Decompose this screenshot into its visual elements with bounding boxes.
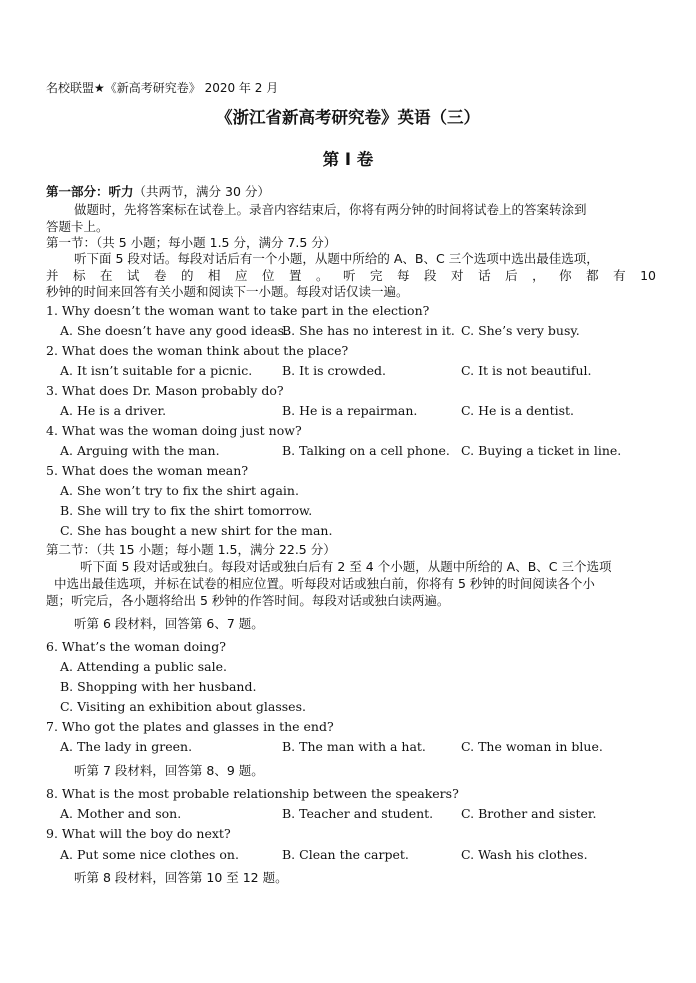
q5-option-c: C. She has bought a new shirt for the man.	[60, 523, 333, 538]
section2-instructions-3: 题；听完后，各小题将给出 5 秒钟的作答时间。每段对话或独白读两遍。	[46, 593, 450, 608]
q8-option-a: A. Mother and son.	[60, 806, 182, 821]
section1-instructions-1: 听下面 5 段对话。每段对话后有一个小题，从题中所给的 A、B、C 三个选项中选出最佳选项，	[74, 251, 599, 266]
q1-option-b: B. She has no interest in it.	[282, 323, 455, 338]
q6-option-a: A. Attending a public sale.	[60, 659, 227, 674]
question-5: 5. What does the woman mean?	[46, 463, 249, 478]
part1-heading-rest: （共两节，满分 30 分）	[133, 184, 270, 199]
material-8-note: 听第 8 段材料，回答第 10 至 12 题。	[74, 870, 288, 885]
q2-option-b: B. It is crowded.	[282, 363, 387, 378]
question-4: 4. What was the woman doing just now?	[46, 423, 302, 438]
section2-instructions-2: 中选出最佳选项，并标在试卷的相应位置。听每段对话或独白前，你将有 5 秒钟的时间阅读各个小	[54, 576, 595, 591]
q9-option-a: A. Put some nice clothes on.	[60, 847, 239, 862]
q9-option-b: B. Clean the carpet.	[282, 847, 409, 862]
header-line: 名校联盟★《新高考研究卷》 2020 年 2 月	[46, 81, 279, 95]
q1-option-c: C. She’s very busy.	[461, 323, 580, 338]
question-2: 2. What does the woman think about the place?	[46, 343, 349, 358]
q8-option-c: C. Brother and sister.	[461, 806, 597, 821]
section1-instructions-2: 并 标 在 试 卷 的 相 应 位 置 。 听 完 每 段 对 话 后 ， 你 都 有 10	[46, 268, 656, 283]
material-6-note: 听第 6 段材料，回答第 6、7 题。	[74, 616, 264, 631]
q1-option-a: A. She doesn’t have any good ideas.	[60, 323, 289, 338]
q7-option-b: B. The man with a hat.	[282, 739, 426, 754]
question-9: 9. What will the boy do next?	[46, 826, 231, 841]
q7-option-a: A. The lady in green.	[60, 739, 193, 754]
question-1: 1. Why doesn’t the woman want to take part in the election?	[46, 303, 430, 318]
part1-heading	[46, 184, 270, 200]
question-7: 7. Who got the plates and glasses in the end?	[46, 719, 334, 734]
section2-heading: 第二节：（共 15 小题；每小题 1.5，满分 22.5 分）	[46, 542, 336, 557]
section1-instructions-3: 秒钟的时间来回答有关小题和阅读下一小题。每段对话仅读一遍。	[46, 284, 409, 299]
q4-option-a: A. Arguing with the man.	[60, 443, 220, 458]
q4-option-b: B. Talking on a cell phone.	[282, 443, 450, 458]
q8-option-b: B. Teacher and student.	[282, 806, 434, 821]
q9-option-c: C. Wash his clothes.	[461, 847, 588, 862]
part1-instructions-2: 答题卡上。	[46, 219, 109, 234]
q3-option-a: A. He is a driver.	[60, 403, 167, 418]
material-7-note: 听第 7 段材料，回答第 8、9 题。	[74, 763, 264, 778]
exam-title: 《浙江省新高考研究卷》英语（三）	[216, 108, 480, 127]
volume-title: 第 I 卷	[322, 150, 374, 169]
question-6: 6. What’s the woman doing?	[46, 639, 226, 654]
q7-option-c: C. The woman in blue.	[461, 739, 603, 754]
question-8: 8. What is the most probable relationship between the speakers?	[46, 786, 459, 801]
q4-option-c: C. Buying a ticket in line.	[461, 443, 622, 458]
section1-heading: 第一节：（共 5 小题；每小题 1.5 分，满分 7.5 分）	[46, 235, 337, 250]
q2-option-a: A. It isn’t suitable for a picnic.	[60, 363, 253, 378]
part1-instructions-1: 做题时，先将答案标在试卷上。录音内容结束后，你将有两分钟的时间将试卷上的答案转涂到	[74, 202, 587, 217]
q3-option-b: B. He is a repairman.	[282, 403, 418, 418]
question-3: 3. What does Dr. Mason probably do?	[46, 383, 284, 398]
section2-instructions-1: 听下面 5 段对话或独白。每段对话或独白后有 2 至 4 个小题，从题中所给的 A、B、C 三个选项	[80, 559, 612, 574]
q6-option-b: B. Shopping with her husband.	[60, 679, 257, 694]
q3-option-c: C. He is a dentist.	[461, 403, 575, 418]
q5-option-b: B. She will try to fix the shirt tomorrow.	[60, 503, 313, 518]
q6-option-c: C. Visiting an exhibition about glasses.	[60, 699, 306, 714]
q2-option-c: C. It is not beautiful.	[461, 363, 592, 378]
q5-option-a: A. She won’t try to fix the shirt again.	[60, 483, 299, 498]
part1-heading-bold: 第一部分：听力	[46, 184, 134, 199]
